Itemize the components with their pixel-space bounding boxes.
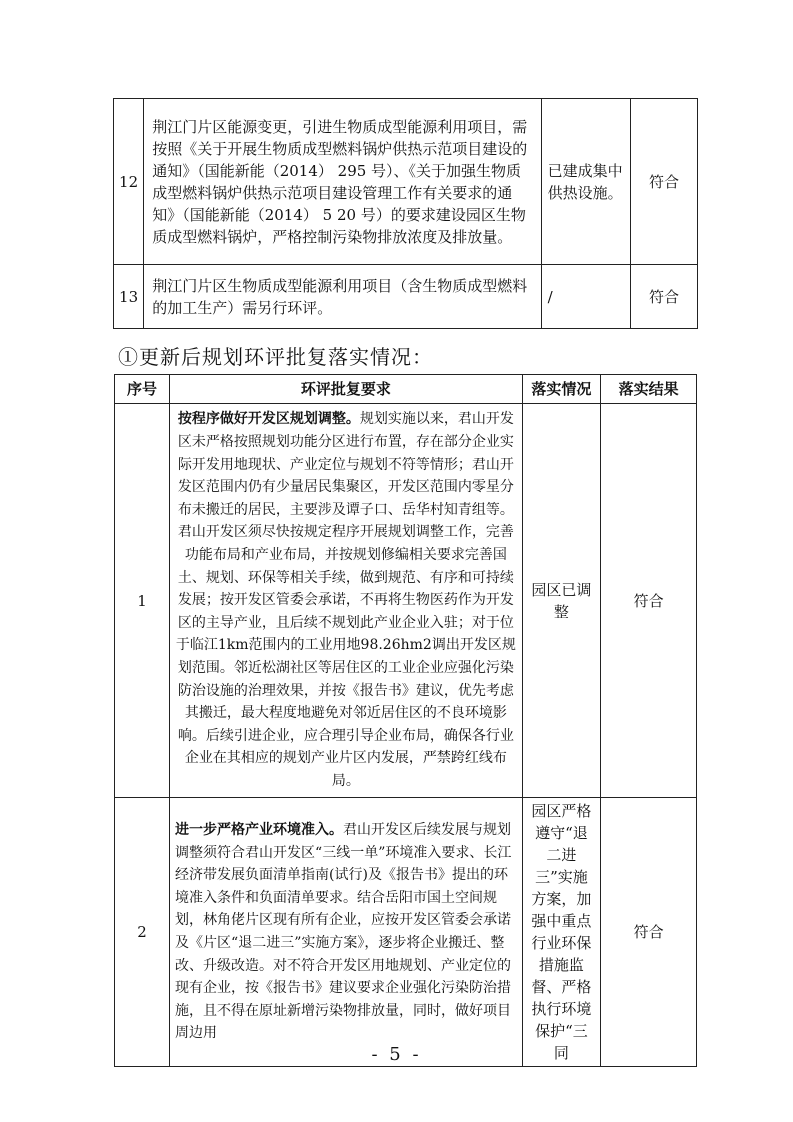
table-row [114,99,698,265]
row-number: 13 [114,265,144,329]
implementation-status: 已建成集中供热设施。 [541,99,630,265]
implementation-status: 园区已调整 [522,404,600,798]
row-number: 12 [114,99,144,265]
requirement-lead: 按程序做好开发区规划调整。 [177,411,360,428]
row-number: 1 [115,404,170,798]
page-number: - 5 - [371,1044,422,1065]
requirement-cell [170,798,523,1067]
requirement-text: 荆江门片区生物质成型能源利用项目（含生物质成型燃料的加工生产）需另行环评。 [144,265,541,329]
approval-implementation-table [114,374,697,1067]
table-header-row [115,375,697,404]
table-row [115,404,697,798]
requirement-body: 规划实施以来，君山开发区未严格按照规划功能分区进行布置，存在部分企业实际开发用地现状、产业定位与规划不符等情形；君山开发区范围内仍有少量居民集聚区，开发区范围内零星分布未搬迁的居民，主要涉及谭子口、岳华村知青组等。君山开发区须尽快按规定程序开展规划调整工作，完善功能布局和产业布局，并按规划修编相关要求完善国土、规划、环保等相关手续，做到规范、有序和可持续发展；按开发区管委会承诺，不再将生物医药作为开发区的主导产业，且后续不规划此产业企业入驻；对于位于临江1km范围内的工业用地98.26hm2调出开发区规划范围。邻近松湖社区等居住区的工业企业应强化污染防治设施的治理效果，并按《报告书》建议，优先考虑其搬迁，最大程度地避免对邻近居住区的不良环境影响。后续引进企业，应合理引导企业布局，确保各行业企业在其相应的规划产业片区内发展，严禁跨红线布局。 [175,411,516,789]
implementation-status: / [541,265,630,329]
compliance-result: 符合 [630,265,697,329]
header-requirement: 环评批复要求 [170,375,523,404]
compliance-result: 符合 [601,798,697,1067]
requirement-text: 荆江门片区能源变更，引进生物质成型能源利用项目，需按照《关于开展生物质成型燃料锅炉供热示范项目建设的通知》（国能新能（2014） 295 号）、《关于加强生物质成型燃料锅炉供热示范项目建设管理工作有关要求的通知》（国能新能（2014） 5 20 号）的要求建设园区生物质成型燃料锅炉，严格控制污染物排放浓度及排放量。 [144,99,541,265]
compliance-result: 符合 [601,404,697,798]
requirement-cell [170,404,523,798]
requirement-lead: 进一步严格产业环境准入。 [175,822,344,839]
section-heading: ①更新后规划环评批复落实情况： [118,345,433,369]
table-row [115,798,697,1067]
implementation-status: 园区严格遵守“退二进三”实施方案，加强中重点行业环保措施监督、严格执行环境保护“三同 [522,798,600,1067]
requirement-body: 君山开发区后续发展与规划调整须符合君山开发区“三线一单”环境准入要求、长江经济带发展负面清单指南(试行)及《报告书》提出的环境准入条件和负面清单要求。结合岳阳市国土空间规划，林角佬片区现有所有企业，应按开发区管委会承诺及《片区“退二进三”实施方案》，逐步将企业搬迁、整改、升级改造。对不符合开发区用地规划、产业定位的现有企业，按《报告书》建议要求企业强化污染防治措施，且不得在原址新增污染物排放量，同时，做好项目周边用 [175,822,512,1042]
header-no: 序号 [115,375,170,404]
table-row [114,265,698,329]
header-implementation: 落实情况 [522,375,600,404]
compliance-result: 符合 [630,99,697,265]
row-number: 2 [115,798,170,1067]
header-result: 落实结果 [601,375,697,404]
previous-requirements-table [113,98,698,329]
